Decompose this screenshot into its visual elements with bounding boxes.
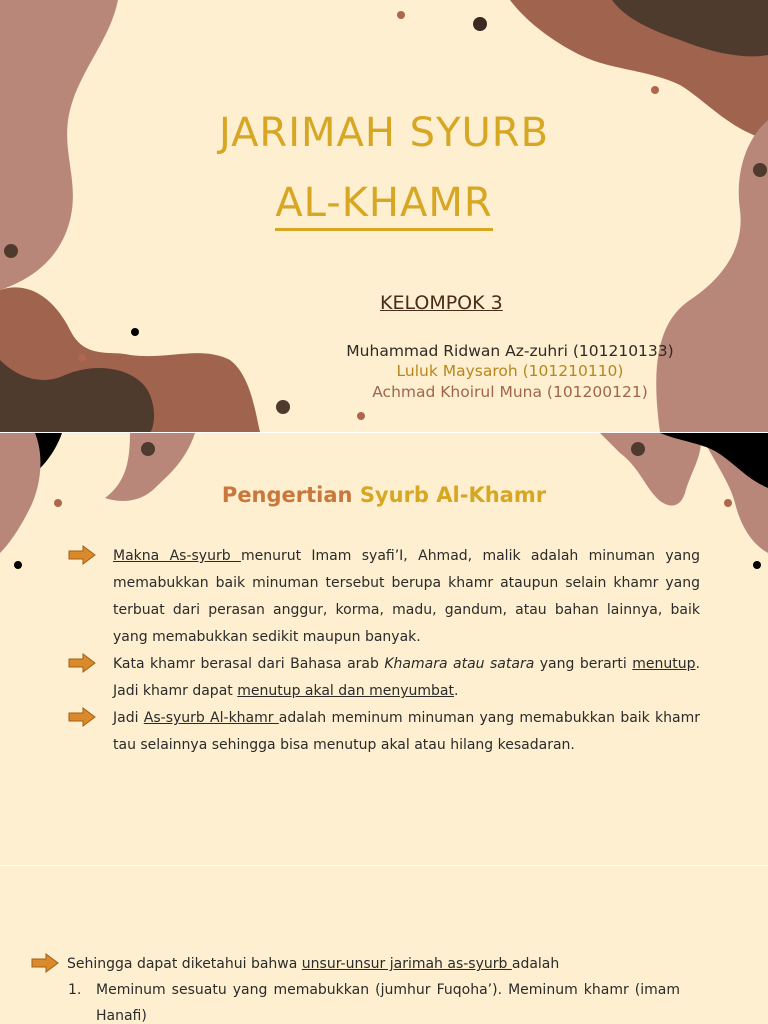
- text-run: yang berarti: [534, 656, 633, 672]
- term: As-syurb Al-khamr: [143, 710, 279, 726]
- title-slide: [0, 0, 768, 432]
- dot: [397, 11, 405, 19]
- text-run: Sehingga dapat diketahui bahwa: [67, 956, 302, 972]
- dot: [473, 17, 487, 31]
- section-heading: [0, 483, 768, 507]
- text-run: . Jadi khamr dapat: [113, 656, 700, 699]
- arrow-right-icon: [68, 707, 96, 727]
- dot: [357, 412, 365, 420]
- dot: [753, 163, 767, 177]
- arrow-right-icon: [68, 653, 96, 673]
- heading-part-2: Syurb Al-Khamr: [359, 483, 547, 507]
- bullet-body: adalah meminum minuman yang memabukkan baik khamr tau selainnya sehingga bisa menutup akal atau hilang kesadaran.: [113, 710, 701, 753]
- bullet-text: [113, 705, 700, 759]
- group-label: KELOMPOK 3: [380, 292, 503, 314]
- dot: [78, 354, 86, 362]
- dot: [276, 400, 290, 414]
- text-run: Kata khamr berasal dari Bahasa arab: [113, 656, 385, 672]
- dot: [651, 86, 659, 94]
- text-run: adalah: [511, 956, 560, 972]
- bullet-body: menurut Imam syafi’I, Ahmad, malik adalah minuman yang memabukkan baik minuman tersebut berupa khamr ataupun selain khamr yang terbuat dari perasan anggur, korma, madu, gandum, atau bahan lainnya, baik yang memabukkan sedikit maupun banyak.: [113, 548, 700, 645]
- heading-part-1: Pengertian: [221, 483, 353, 507]
- dot: [131, 328, 139, 336]
- title-line-2-text: AL-KHAMR: [275, 180, 492, 231]
- member-name: Achmad Khoirul Muna (101200121): [372, 383, 648, 401]
- bullet-text: [113, 543, 700, 651]
- term: menutup akal dan menyumbat: [237, 683, 454, 699]
- title-line-2: [0, 180, 768, 231]
- term: Makna As-syurb: [113, 548, 241, 564]
- dot: [753, 561, 761, 569]
- text-run: Jadi: [113, 710, 144, 726]
- arrow-right-icon: [68, 545, 96, 565]
- dot: [141, 442, 155, 456]
- dot: [631, 442, 645, 456]
- arrow-right-icon: [30, 953, 60, 973]
- dot: [4, 244, 18, 258]
- dot: [14, 561, 22, 569]
- bullet-text: [113, 651, 700, 705]
- arabic-term: Khamara atau satara: [384, 656, 535, 672]
- text-run: .: [453, 683, 459, 699]
- member-name: Muhammad Ridwan Az-zuhri (101210133): [346, 342, 674, 360]
- member-name: Luluk Maysaroh (101210110): [396, 362, 624, 380]
- term: unsur-unsur jarimah as-syurb: [301, 956, 512, 972]
- list-item-text: Meminum sesuatu yang memabukkan (jumhur Fuqoha’). Meminum khamr (imam Hanafi): [96, 982, 680, 1024]
- title-line-1: JARIMAH SYURB: [218, 110, 550, 156]
- bullet-text: [67, 951, 730, 977]
- elements-slide: [0, 866, 768, 1024]
- definition-slide: [0, 433, 768, 865]
- list-number: 1.: [68, 982, 82, 998]
- term: menutup: [632, 656, 696, 672]
